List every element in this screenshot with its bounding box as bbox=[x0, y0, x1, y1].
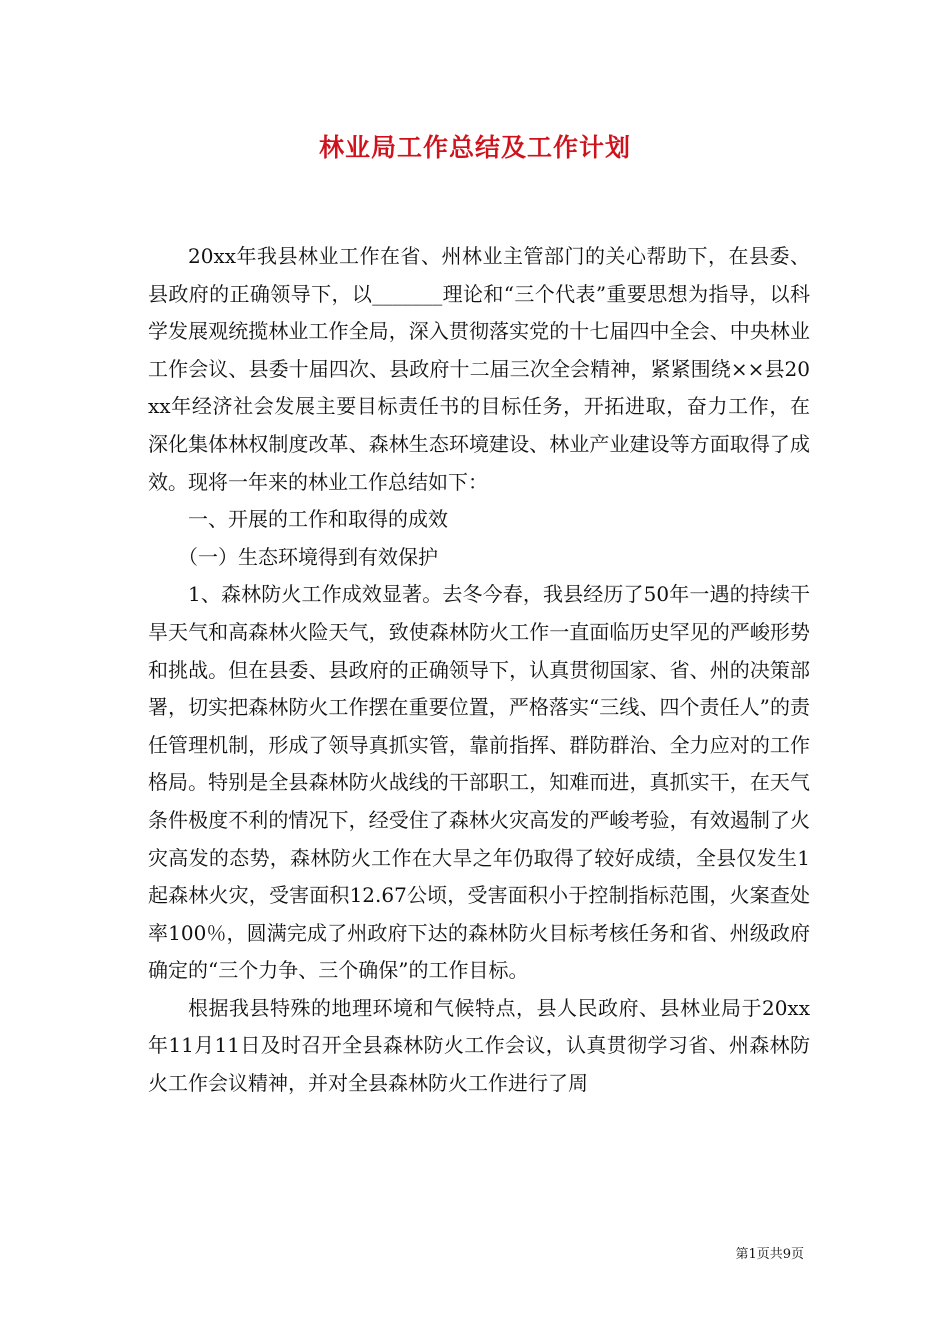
section-heading-1: 一、开展的工作和取得的成效 bbox=[188, 507, 448, 532]
intro-paragraph: 20xx年我县林业工作在省、州林业主管部门的关心帮助下，在县委、县政府的正确领导下，以_______理论和“三个代表”重要思想为指导，以科学发展观统揽林业工作全局，深入贯彻落实党的十七届四中全会、中央林业工作会议、县委十届四次、县政府十二届三次全会精神，紧紧围绕××县20xx年经济社会发展主要目标责任书的目标任务，开拓进取，奋力工作，在深化集体林权制度改革、森林生态环境建设、林业产业建设等方面取得了成效。现将一年来的林业工作总结如下： bbox=[148, 244, 810, 494]
page-number: 第1页共9页 bbox=[735, 1247, 804, 1262]
document-title: 林业局工作总结及工作计划 bbox=[318, 133, 631, 162]
fire-prevention-paragraph: 1、森林防火工作成效显著。去冬今春，我县经历了50年一遇的持续干旱天气和高森林火险天气，致使森林防火工作一直面临历史罕见的严峻形势和挑战。但在县委、县政府的正确领导下，认真贯彻国家、省、州的决策部署，切实把森林防火工作摆在重要位置，严格落实“三线、四个责任人”的责任管理机制，形成了领导真抓实管，靠前指挥、群防群治、全力应对的工作格局。特别是全县森林防火战线的干部职工，知难而进，真抓实干，在天气条件极度不利的情况下，经受住了森林火灾高发的严峻考验，有效遏制了火灾高发的态势，森林防火工作在大旱之年仍取得了较好成绩，全县仅发生1起森林火灾，受害面积12.67公顷，受害面积小于控制指标范围，火案查处率100％，圆满完成了州政府下达的森林防火目标考核任务和省、州级政府确定的“三个力争、三个确保”的工作目标。 bbox=[148, 582, 810, 983]
fire-meeting-paragraph: 根据我县特殊的地理环境和气候特点，县人民政府、县林业局于20xx年11月11日及时召开全县森林防火工作会议，认真贯彻学习省、州森林防火工作会议精神，并对全县森林防火工作进行了周 bbox=[148, 995, 810, 1096]
document-body bbox=[148, 238, 810, 1103]
subsection-heading-1: （一）生态环境得到有效保护 bbox=[178, 544, 438, 569]
